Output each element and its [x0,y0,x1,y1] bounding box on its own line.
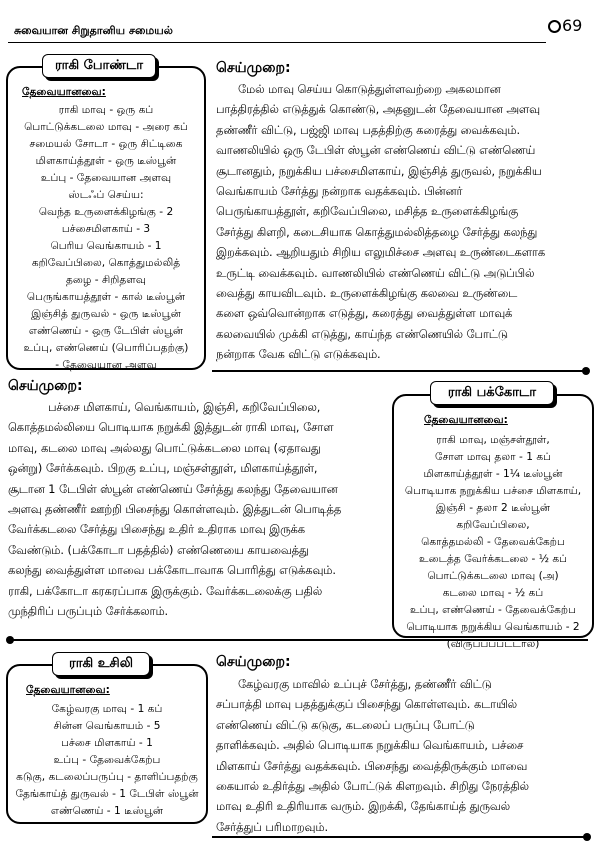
ingredient-item: உப்பு - தேவைக்கேற்ப [53,754,161,766]
ingredient-item: பெருங்காயத்தூள் - கால் டீஸ்பூன் [26,291,186,303]
usili-ingredients-list [8,701,206,820]
ingredient-item: ராகி மாவு - ஒரு கப் [58,104,154,116]
header-rule [8,42,546,43]
ingredient-item: கடுகு, கடலைப்பருப்பு - தாளிப்பதற்கு [16,771,198,783]
usili-ingredients-box [6,664,208,824]
section-divider [212,370,584,372]
pakoda-ingredients-box [392,394,594,650]
usili-method-heading: செய்முறை: [216,654,291,670]
pakoda-ingredients-list [394,432,592,653]
ingredient-item: மிளகாய்த்தூள் - ஒரு டீஸ்பூன் [35,155,177,167]
paragraph-line: வேர்க்கடலை சேர்த்து பிசைந்து உதிர் உதிராக மாவு இருக்க [8,523,306,537]
pakoda-ingredients-label: தேவையானவை: [424,414,508,426]
ingredient-item: தழை - சிறிதளவு [65,274,147,286]
paragraph-line: அளவு தண்ணீர் ஊற்றி பிசைந்து கொள்ளவும். இத்துடன் பொடித்த [8,502,342,516]
ingredient-item: பொட்டுக்கடலை மாவு - அரை கப் [24,121,188,133]
bonda-ingredients-list [8,102,204,374]
ingredient-item: பொடியாக நறுக்கிய வெங்காயம் - 2 [406,621,580,633]
bonda-ingredients-box [6,66,206,370]
ingredient-item: கறிவேப்பிலை, [456,519,530,531]
ingredient-item: கொத்தமல்லி - தேவைக்கேற்ப [421,536,565,548]
paragraph-line: பச்சை மிளகாய், வெங்காயம், இஞ்சி, கறிவேப்பிலை, [48,401,321,414]
pakoda-method-text [8,398,388,622]
ingredient-item: பொடியாக நறுக்கிய பச்சை மிளகாய், [404,485,582,497]
paragraph-line: சேர்த்துப் பரிமாறவும். [216,820,329,834]
ingredient-item: பச்சைமிளகாய் - 3 [61,223,151,235]
usili-method-text [216,675,592,838]
pakoda-method-heading: செய்முறை: [8,378,83,394]
ingredient-subheading: ஸ்டஃப் செய்ய: [68,189,144,201]
book-title: சுவையான சிறுதானிய சமையல் [14,24,173,37]
paragraph-line: மிளகாய் சேர்த்து வதக்கவும். பிசைந்து வைத்திருக்கும் மாவை [216,759,528,773]
ingredient-item: இஞ்சித் துருவல் - ஒரு டீஸ்பூன் [31,308,181,320]
ingredient-item: எண்ணெய் - 1 டீஸ்பூன் [50,805,164,817]
paragraph-line: வைத்து காயவிடவும். உருளைக்கிழங்கு கலவை உருண்டை [216,286,518,300]
paragraph-line: உருட்டி வைக்கவும். வாணலியில் எண்ணெய் விட்டு அடுப்பில் [216,266,535,280]
ingredient-item: தேங்காய்த் துருவல் - 1 டேபிள் ஸ்பூன் [15,788,199,800]
paragraph-line: கலந்து வைத்துள்ள மாவை பக்கோடாவாக பொரித்து எடுக்கவும். [8,564,336,578]
ingredient-item: வெந்த உருளைக்கிழங்கு - 2 [38,206,174,218]
bonda-method-text [216,80,592,365]
paragraph-line: வேண்டும். (பக்கோடா பதத்தில்) எண்ணெயை காயவைத்து [8,543,309,557]
page-number [548,16,582,35]
ingredient-item: மிளகாய்த்தூள் - 1¼ டீஸ்பூன் [423,468,563,480]
paragraph-line: மேல் மாவு செய்ய கொடுத்துள்ளவற்றை அகலமான [238,83,501,96]
paragraph-line: மாவு, கடலை மாவு அல்லது பொட்டுக்கடலை மாவு (ஏதாவது [8,441,321,455]
usili-ingredients-label: தேவையானவை: [26,684,110,696]
paragraph-line: பெருங்காயத்தூள், கறிவேப்பிலை, மசித்த உருளைக்கிழங்கு [216,205,519,219]
section-divider [212,836,586,838]
section-divider [12,639,588,641]
bonda-title: ராகி போண்டா [42,54,156,78]
ingredient-item: உப்பு, எண்ணெய் (பொரிப்பதற்கு) [23,342,189,354]
paragraph-line: கேழ்வரகு மாவில் உப்புச் சேர்த்து, தண்ணீர் விட்டு [238,678,492,691]
paragraph-line: எண்ணெய் விட்டு கடுகு, கடலைப் பருப்பு போட்டு [216,718,475,732]
paragraph-line: சூடானதும், நறுக்கிய பச்சைமிளகாய், இஞ்சித் துருவல், நறுக்கிய [216,164,542,178]
paragraph-line: ராகி, பக்கோடா கரகரப்பாக இருக்கும். வேர்க்கடலைக்கு பதில் [8,584,323,598]
paragraph-line: சேர்த்து கிளறி, கடைசியாக கொத்துமல்லித்தழை சேர்த்து கலந்து [216,225,538,239]
paragraph-line: பாத்திரத்தில் எடுத்துக் கொண்டு, அதனுடன் தேவையான அளவு [216,103,540,117]
paragraph-line: வெங்காயம் சேர்த்து நன்றாக வதக்கவும். பின்னர் [216,184,463,198]
paragraph-line: முந்திரிப் பருப்பும் சேர்க்கலாம். [8,604,169,618]
ingredient-item: - தேவையான அளவு [55,359,157,371]
page-number-text: 69 [562,16,583,35]
ingredient-item: கறிவேப்பிலை, கொத்துமல்லித் [31,257,181,269]
ingredient-item: சோள மாவு தலா - 1 கப் [435,451,551,463]
ingredient-item: இஞ்சி - தலா 2 டீஸ்பூன் [435,502,551,514]
paragraph-line: களை ஒவ்வொன்றாக எடுத்து, கரைத்து வைத்துள்ள மாவுக் [216,307,513,321]
paragraph-line: சப்பாத்தி மாவு பதத்துக்குப் பிசைந்து கொள்ளவும். கடாயில் [216,698,518,712]
divider-dot [6,636,14,644]
paragraph-line: இறக்கவும். ஆறியதும் சிறிய எலுமிச்சை அளவு உருண்டைகளாக [216,246,546,260]
usili-title: ராகி உசிலி [52,652,150,676]
paragraph-line: மாவு உதிரி உதிரியாக வரும். இறக்கி, தேங்காய்த் துருவல் [216,800,511,814]
half-circle-icon [548,20,561,33]
paragraph-line: தாளிக்கவும். அதில் பொடியாக நறுக்கிய வெங்காயம், பச்சை [216,739,524,753]
bonda-method-heading: செய்முறை: [216,60,291,76]
ingredient-item: உப்பு, எண்ணெய் - தேவைக்கேற்ப [410,604,576,616]
paragraph-line: நன்றாக வேக விட்டு எடுக்கவும். [216,348,381,362]
running-header [4,4,548,50]
ingredient-item: உடைத்த வேர்க்கடலை - ½ கப் [418,553,568,565]
divider-dot [583,833,591,841]
paragraph-line: கையால் உதிர்த்து அதில் போட்டுக் கிளறவும். சிறிது நேரத்தில் [216,779,529,793]
ingredient-item: எண்ணெய் - ஒரு டேபிள் ஸ்பூன் [28,325,184,337]
ingredient-item: பொட்டுக்கடலை மாவு (அ) [427,570,559,582]
ingredient-item: பச்சை மிளகாய் - 1 [61,737,153,749]
pakoda-title: ராகி பக்கோடா [430,381,554,405]
ingredient-item: (விருப்பப்பட்டால்) [446,638,540,650]
paragraph-line: ஒன்று) சேர்க்கவும். பிறகு உப்பு, மஞ்சள்தூள், மிளகாய்த்தூள், [8,462,318,476]
ingredient-item: கேழ்வரகு மாவு - 1 கப் [51,703,163,715]
paragraph-line: தண்ணீர் விட்டு, பஜ்ஜி மாவு பதத்திற்கு கரைத்து வைக்கவும். [216,123,521,137]
ingredient-item: சமையல் சோடா - ஒரு சிட்டிகை [29,138,183,150]
ingredient-item: உப்பு - தேவையான அளவு [40,172,172,184]
paragraph-line: கலவையில் முக்கி எடுத்து, காய்ந்த எண்ணெயில் போட்டு [216,327,508,341]
paragraph-line: சூடான 1 டேபிள் ஸ்பூன் எண்ணெய் சேர்த்து கலந்து தேவையான [8,482,338,496]
ingredient-item: ராகி மாவு, மஞ்சள்தூள், [436,434,550,446]
ingredient-item: பெரிய வெங்காயம் - 1 [50,240,162,252]
ingredient-item: கடலை மாவு - ½ கப் [442,587,544,599]
bonda-ingredients-label: தேவையானவை: [22,86,106,98]
paragraph-line: கொத்தமல்லியை பொடியாக நறுக்கி இத்துடன் ராகி மாவு, சோள [8,421,334,435]
paragraph-line: வாணலியில் ஒரு டேபிள் ஸ்பூன் எண்ணெய் விட்டு எண்ணெய் [216,144,536,158]
ingredient-item: சின்ன வெங்காயம் - 5 [53,720,161,732]
divider-dot [582,367,590,375]
